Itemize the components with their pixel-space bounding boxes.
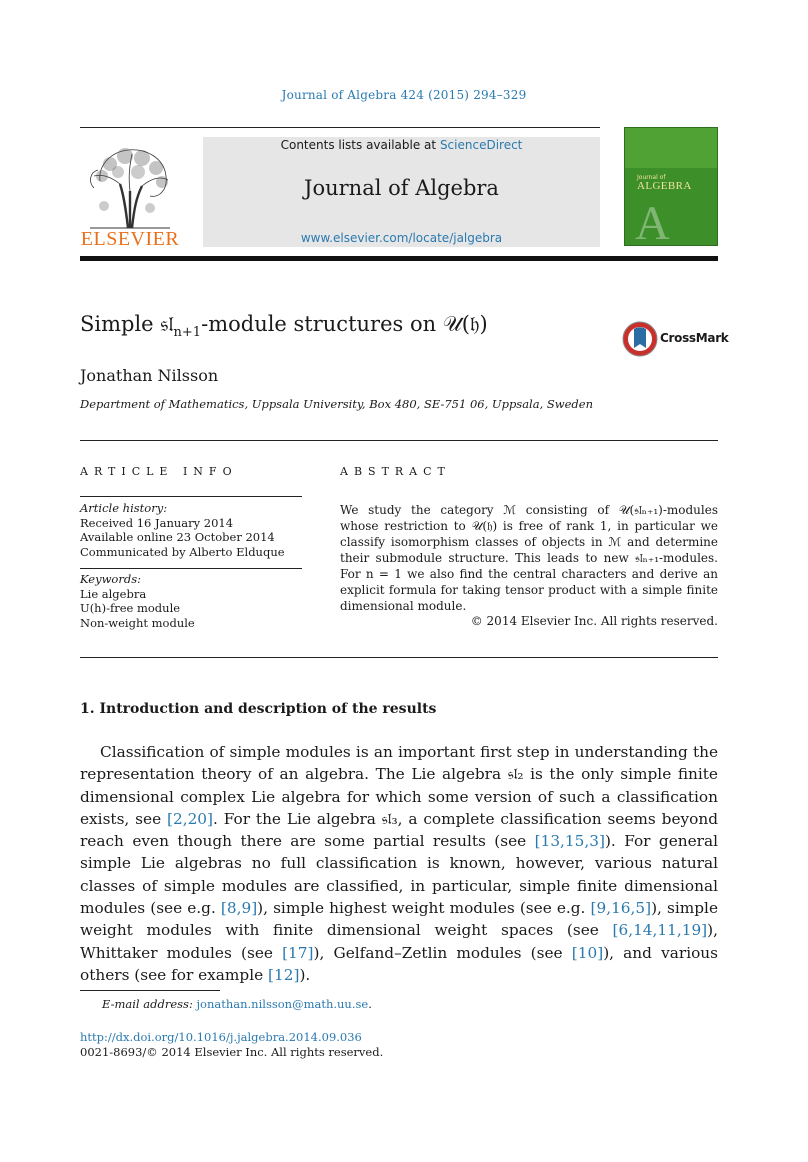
history-online: Available online 23 October 2014 xyxy=(80,530,275,544)
text-run: ), simple weight modules with finite dimensional weight spaces (see xyxy=(80,899,718,940)
email-link[interactable]: jonathan.nilsson@math.uu.se xyxy=(196,997,369,1011)
text-run: ). xyxy=(299,965,311,984)
article-info-heading: ARTICLE INFO xyxy=(80,465,238,478)
contents-prefix: Contents lists available at xyxy=(280,138,440,152)
author-name: Jonathan Nilsson xyxy=(80,366,219,385)
citation-link[interactable]: [12] xyxy=(268,965,300,984)
keyword-item: Lie algebra xyxy=(80,586,147,601)
sciencedirect-link[interactable]: ScienceDirect xyxy=(439,138,523,152)
text-run: ), Whittaker modules (see xyxy=(80,921,718,962)
journal-citation[interactable]: Journal of Algebra 424 (2015) 294–329 xyxy=(281,88,527,102)
history-label: Article history: xyxy=(80,501,168,515)
cover-small-text: Journal of xyxy=(637,174,666,181)
header-thick-rule xyxy=(80,256,718,261)
text-run: Classification of simple modules is an important first step in understanding the representation theory of an algebra. The Lie algebra 𝔰𝔩₂ is the only simple finite dimensional complex Lie algebra for which some version of such a classification exists, see xyxy=(80,743,718,828)
crossmark-label[interactable]: CrossMark xyxy=(660,331,729,345)
email-end: . xyxy=(368,997,372,1011)
history-communicated: Communicated by Alberto Elduque xyxy=(80,544,285,559)
keywords-label: Keywords: xyxy=(80,572,141,586)
history-rule xyxy=(80,496,302,497)
journal-url-link[interactable]: www.elsevier.com/locate/jalgebra xyxy=(300,231,503,245)
author-affiliation: Department of Mathematics, Uppsala University, Box 480, SE-751 06, Uppsala, Sweden xyxy=(80,397,594,411)
title-rule xyxy=(80,440,718,441)
keyword-item: Non-weight module xyxy=(80,615,195,630)
citation-link[interactable]: [9,16,5] xyxy=(590,899,652,918)
contents-line xyxy=(203,137,600,152)
title-prefix: Simple xyxy=(80,312,161,336)
footnote-rule xyxy=(80,990,220,991)
text-run: . For the Lie algebra 𝔰𝔩₃, a complete classification seems beyond reach even though there are some partial results (see xyxy=(80,809,718,851)
issn-line: 0021-8693/© 2014 Elsevier Inc. All rights reserved. xyxy=(80,1045,384,1059)
citation-link[interactable]: [10] xyxy=(571,943,604,962)
journal-name: Journal of Algebra xyxy=(304,176,499,200)
abstract-rule xyxy=(80,657,718,658)
history-received: Received 16 January 2014 xyxy=(80,515,234,530)
header-top-rule xyxy=(80,127,600,128)
article-title xyxy=(80,312,488,340)
abstract-copyright: © 2014 Elsevier Inc. All rights reserved. xyxy=(470,614,718,628)
text-run: ), Gelfand–Zetlin modules (see xyxy=(313,943,572,962)
journal-cover-thumbnail xyxy=(624,127,718,246)
text-run: ), simple highest weight modules (see e.g. xyxy=(257,899,591,918)
email-footnote xyxy=(102,997,372,1011)
abstract-text: We study the category ℳ consisting of 𝒰(𝔰𝔩ₙ₊₁)-modules whose restriction to 𝒰(𝔥) is free of rank 1, in particular we classify isomorphism classes of objects in ℳ and determine their submodule structure. This leads to new 𝔰𝔩ₙ₊₁-modules. For n = 1 we also find the central characters and derive an explicit formula for taking tensor product with a simple finite dimensional module. xyxy=(340,503,718,613)
keywords xyxy=(80,572,302,630)
intro-paragraph xyxy=(80,741,718,986)
citation-link[interactable]: [6,14,11,19] xyxy=(612,921,708,940)
article-history xyxy=(80,501,302,559)
citation-link[interactable]: [17] xyxy=(282,943,314,962)
title-algebra: 𝔰𝔩 xyxy=(160,312,174,336)
elsevier-wordmark: ELSEVIER xyxy=(80,228,180,250)
title-subscript: n+1 xyxy=(173,325,202,341)
keyword-item: U(h)-free module xyxy=(80,601,181,615)
title-suffix: -module structures on 𝒰(𝔥) xyxy=(201,312,488,336)
cover-header-band xyxy=(625,128,717,168)
cover-letter-mark: A xyxy=(635,197,670,246)
cover-title: ALGEBRA xyxy=(637,180,692,192)
email-label: E-mail address: xyxy=(102,997,197,1011)
citation-link[interactable]: [8,9] xyxy=(220,899,258,918)
citation-link[interactable]: [13,15,3] xyxy=(534,832,605,851)
text-run: ), and various others (see for example xyxy=(80,943,718,984)
section-heading: 1. Introduction and description of the results xyxy=(80,701,437,717)
citation-link[interactable]: [2,20] xyxy=(167,809,213,828)
keywords-rule xyxy=(80,568,302,569)
text-run: ). For general simple Lie algebras no full classification is known, however, various natural classes of simple modules are classified, in particular, simple finite dimensional modules (see e.g. xyxy=(80,832,718,918)
doi-link[interactable]: http://dx.doi.org/10.1016/j.jalgebra.2014.09.036 xyxy=(80,1030,362,1044)
abstract-heading: ABSTRACT xyxy=(340,465,451,478)
